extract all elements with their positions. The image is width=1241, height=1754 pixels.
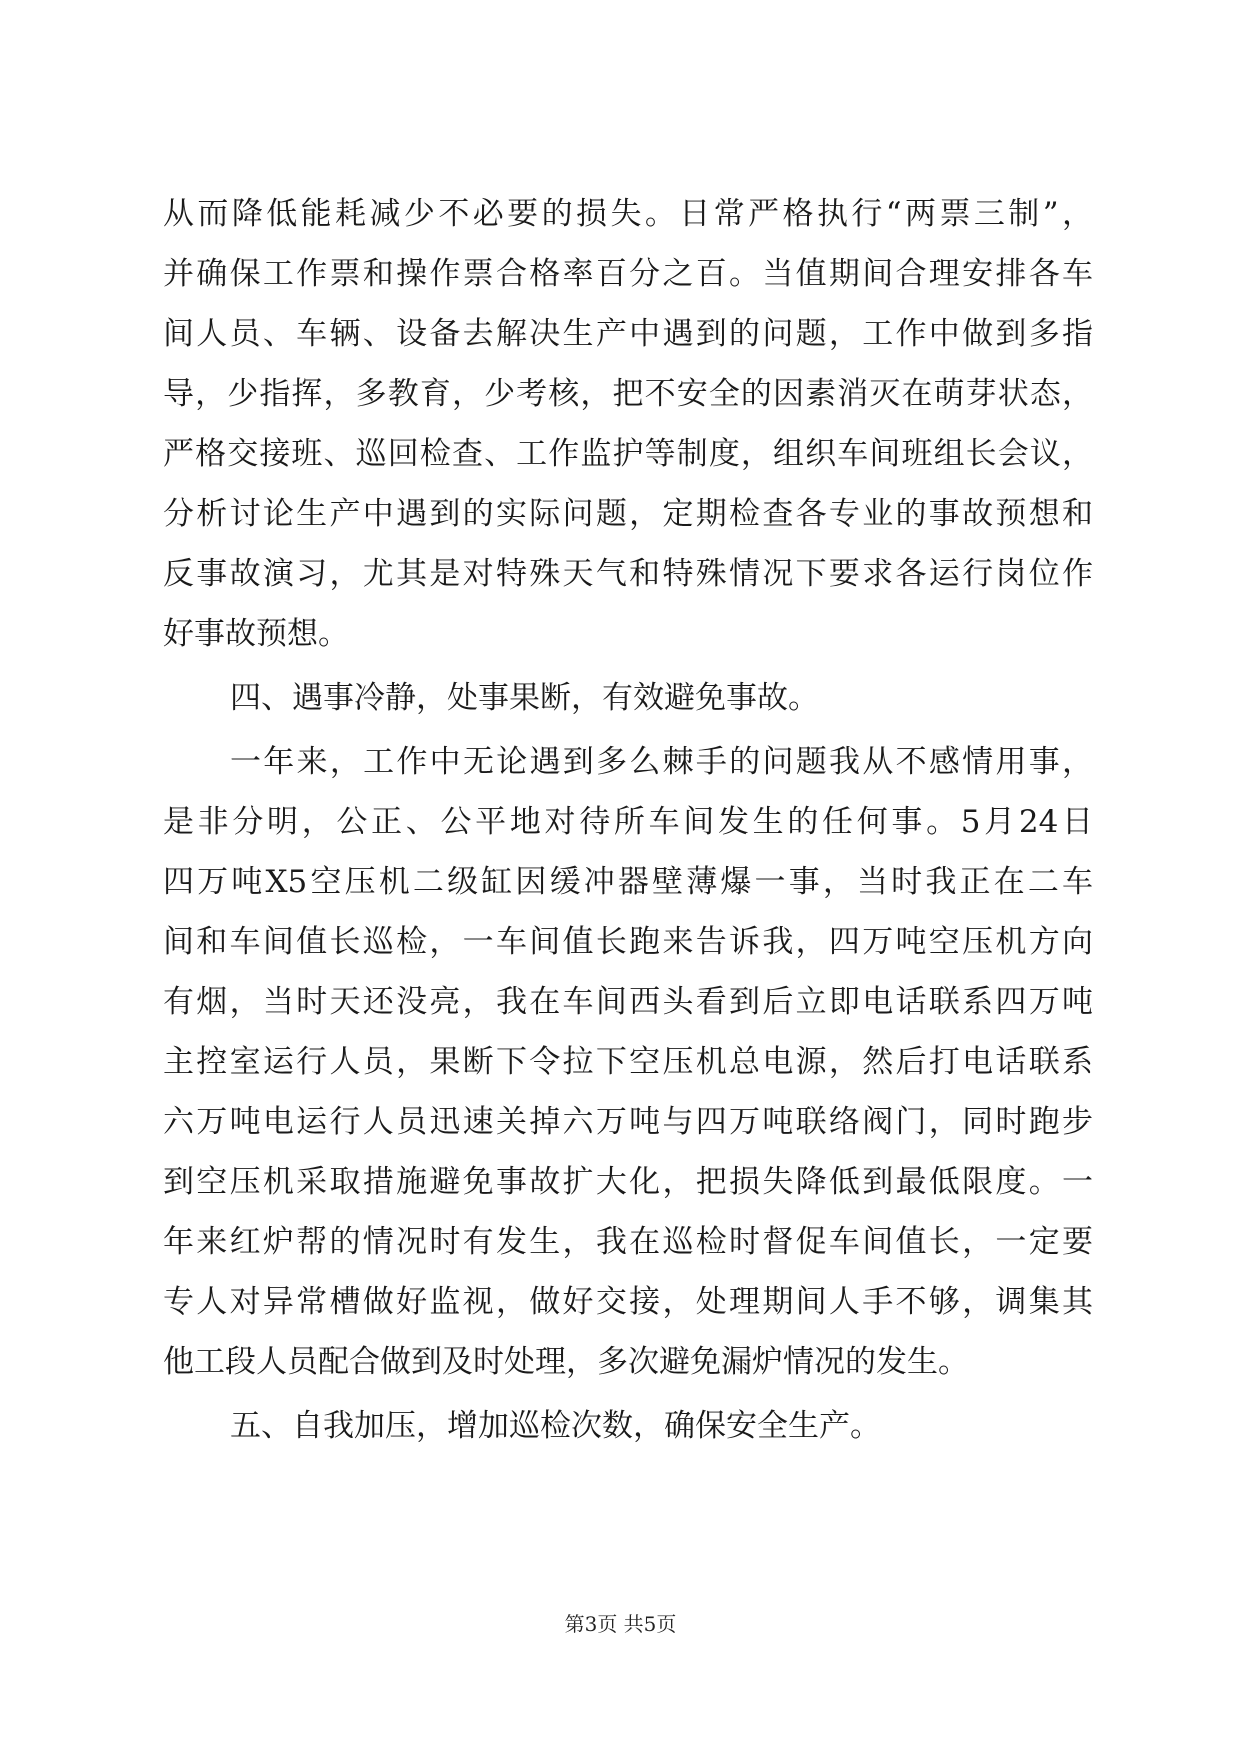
body-text-line: 并确保工作票和操作票合格率百分之百。当值期间合理安排各车 — [163, 256, 1093, 292]
body-text-line: 反事故演习，尤其是对特殊天气和特殊情况下要求各运行岗位作 — [163, 556, 1093, 592]
section-heading: 四、遇事冷静，处事果断，有效避免事故。 — [230, 680, 819, 716]
body-text-line: 年来红炉帮的情况时有发生，我在巡检时督促车间值长，一定要 — [163, 1224, 1093, 1260]
body-text-line: 他工段人员配合做到及时处理，多次避免漏炉情况的发生。 — [163, 1344, 969, 1380]
body-text-line: 导，少指挥，多教育，少考核，把不安全的因素消灭在萌芽状态， — [163, 376, 1093, 412]
body-text-line: 间和车间值长巡检，一车间值长跑来告诉我，四万吨空压机方向 — [163, 924, 1093, 960]
section-heading: 五、自我加压，增加巡检次数，确保安全生产。 — [230, 1408, 881, 1444]
body-text-line: 严格交接班、巡回检查、工作监护等制度，组织车间班组长会议， — [163, 436, 1093, 472]
body-text-line: 专人对异常槽做好监视，做好交接，处理期间人手不够，调集其 — [163, 1284, 1093, 1320]
body-text-line: 有烟，当时天还没亮，我在车间西头看到后立即电话联系四万吨 — [163, 984, 1093, 1020]
body-text-line: 六万吨电运行人员迅速关掉六万吨与四万吨联络阀门，同时跑步 — [163, 1104, 1093, 1140]
body-text-line: 一年来，工作中无论遇到多么棘手的问题我从不感情用事， — [230, 744, 1093, 780]
body-text-line: 间人员、车辆、设备去解决生产中遇到的问题，工作中做到多指 — [163, 316, 1093, 352]
body-text-line: 四万吨X5空压机二级缸因缓冲器壁薄爆一事，当时我正在二车 — [163, 864, 1093, 900]
body-text-line: 从而降低能耗减少不必要的损失。日常严格执行“两票三制”， — [163, 196, 1093, 232]
body-text-line: 好事故预想。 — [163, 616, 349, 652]
body-text-line: 主控室运行人员，果断下令拉下空压机总电源，然后打电话联系 — [163, 1044, 1093, 1080]
page-number-footer: 第3页 共5页 — [564, 1612, 677, 1636]
body-text-line: 分析讨论生产中遇到的实际问题，定期检查各专业的事故预想和 — [163, 496, 1093, 532]
body-text-line: 是非分明，公正、公平地对待所车间发生的任何事。5月24日 — [163, 804, 1093, 840]
body-text-line: 到空压机采取措施避免事故扩大化，把损失降低到最低限度。一 — [163, 1164, 1093, 1200]
